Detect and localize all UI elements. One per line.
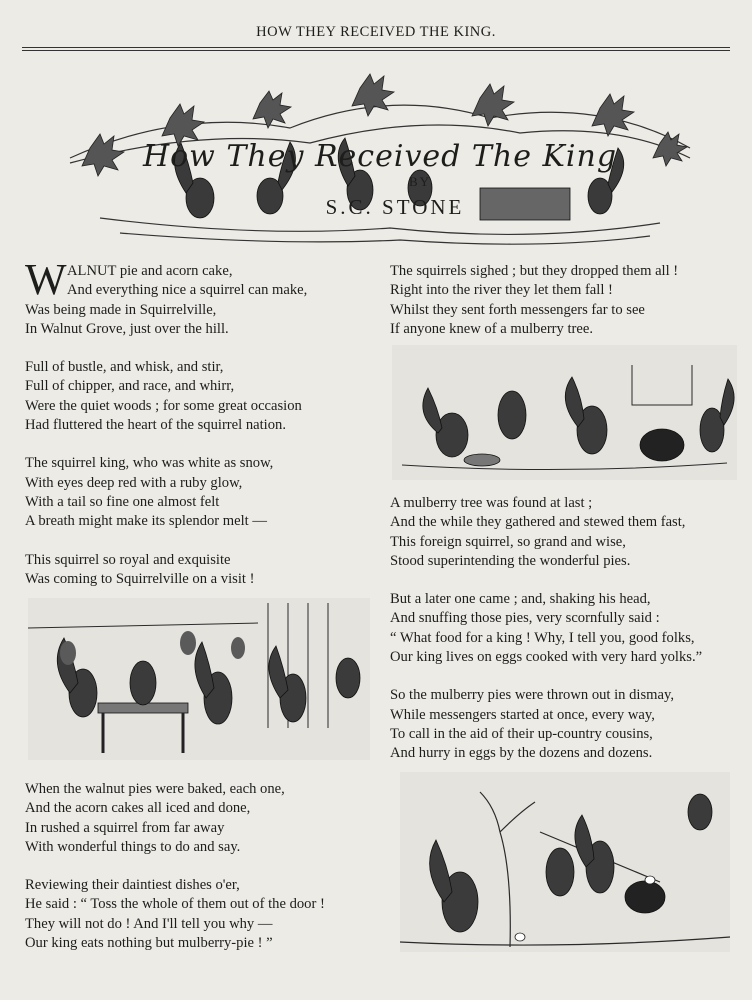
stanza-line: Stood superintending the wonderful pies.: [390, 552, 631, 569]
stanza-line: A mulberry tree was found at last ;: [390, 495, 593, 511]
stanza-2: [25, 358, 370, 435]
stanza-6: [25, 876, 370, 953]
stanza-line: The squirrel king, who was white as snow,: [25, 455, 274, 472]
banner-author: S.C. STONE: [325, 195, 465, 219]
stanza-line: “ What food for a king ! Why, I tell you, good folks,: [390, 629, 695, 646]
stanza-line: But a later one came ; and, shaking his head,: [390, 591, 651, 608]
stanza-line: And snuffing those pies, very scornfully said :: [390, 610, 660, 627]
right-column-lower: [390, 494, 740, 783]
stanza-4: [25, 551, 370, 590]
stanza-1: [25, 255, 370, 339]
stanza-line: In rushed a squirrel from far away: [25, 819, 225, 836]
drop-cap: W: [25, 255, 67, 304]
stanza-line: Had fluttered the heart of the squirrel nation.: [25, 417, 286, 434]
stanza-line: This squirrel so royal and exquisite: [25, 551, 231, 568]
stanza-line: When the walnut pies were baked, each one,: [25, 781, 285, 797]
stanza-line: And hurry in eggs by the dozens and dozens.: [390, 745, 653, 762]
stanza-line: A breath might make its splendor melt —: [25, 513, 267, 530]
stanza-line: The squirrels sighed ; but they dropped them all !: [390, 263, 679, 279]
stanza-9: [390, 590, 740, 667]
stanza-line: To call in the aid of their up-country cousins,: [390, 725, 653, 742]
stanza-7: [390, 262, 740, 339]
stanza-line: And the acorn cakes all iced and done,: [25, 800, 251, 817]
stanza-line: Were the quiet woods ; for some great occasion: [25, 397, 302, 414]
stanza-line: Whilst they sent forth messengers far to see: [390, 301, 645, 318]
stanza-line: He said : “ Toss the whole of them out of the door !: [25, 896, 325, 913]
stanza-line: W ALNUT pie and acorn cake,: [25, 255, 233, 304]
stanza-line: If anyone knew of a mulberry tree.: [390, 320, 594, 337]
right-column: [390, 262, 740, 358]
running-head: HOW THEY RECEIVED THE KING.: [256, 24, 496, 40]
stanza-line: Our king lives on eggs cooked with very hard yolks.”: [390, 649, 703, 666]
banner-by: BY: [408, 174, 432, 189]
stanza-line: Was coming to Squirrelville on a visit !: [25, 570, 255, 587]
stanza-line: Reviewing their daintiest dishes o'er,: [25, 877, 240, 894]
kitchen-illustration: [28, 598, 370, 760]
stanza-line: This foreign squirrel, so grand and wise,: [390, 533, 626, 550]
stanza-line: In Walnut Grove, just over the hill.: [25, 320, 229, 337]
stanza-line: Right into the river they let them fall !: [390, 282, 613, 299]
header-rule: [22, 47, 730, 48]
left-column: [25, 255, 370, 608]
title-banner-illustration: [60, 68, 700, 248]
stanza-line: So the mulberry pies were thrown out in dismay,: [390, 687, 674, 704]
stanza-8: [390, 494, 740, 571]
stanza-line: With a tail so fine one almost felt: [25, 493, 220, 510]
header-rule-thin: [22, 50, 730, 51]
cooking-illustration: [392, 345, 737, 480]
stanza-line: With wonderful things to do and say.: [25, 838, 241, 855]
stanza-line: Full of bustle, and whisk, and stir,: [25, 359, 224, 376]
stanza-line: And the while they gathered and stewed them fast,: [390, 514, 686, 531]
stanza-line: And everything nice a squirrel can make,: [67, 282, 308, 299]
stanza-line: Was being made in Squirrelville,: [25, 301, 217, 318]
stanza-line: Full of chipper, and race, and whirr,: [25, 378, 235, 395]
stanza-line: While messengers started at once, every way,: [390, 706, 655, 723]
stanza-line: With eyes deep red with a ruby glow,: [25, 474, 243, 491]
stanza-10: [390, 686, 740, 763]
banner-title: How They Received The King: [142, 139, 618, 174]
stanza-5: [25, 780, 370, 857]
egg-gathering-illustration: [400, 772, 730, 952]
stanza-line: They will not do ! And I'll tell you why —: [25, 915, 273, 932]
stanza-3: [25, 454, 370, 531]
left-column-lower: [25, 780, 370, 972]
stanza-line: Our king eats nothing but mulberry-pie ! ”: [25, 935, 273, 952]
